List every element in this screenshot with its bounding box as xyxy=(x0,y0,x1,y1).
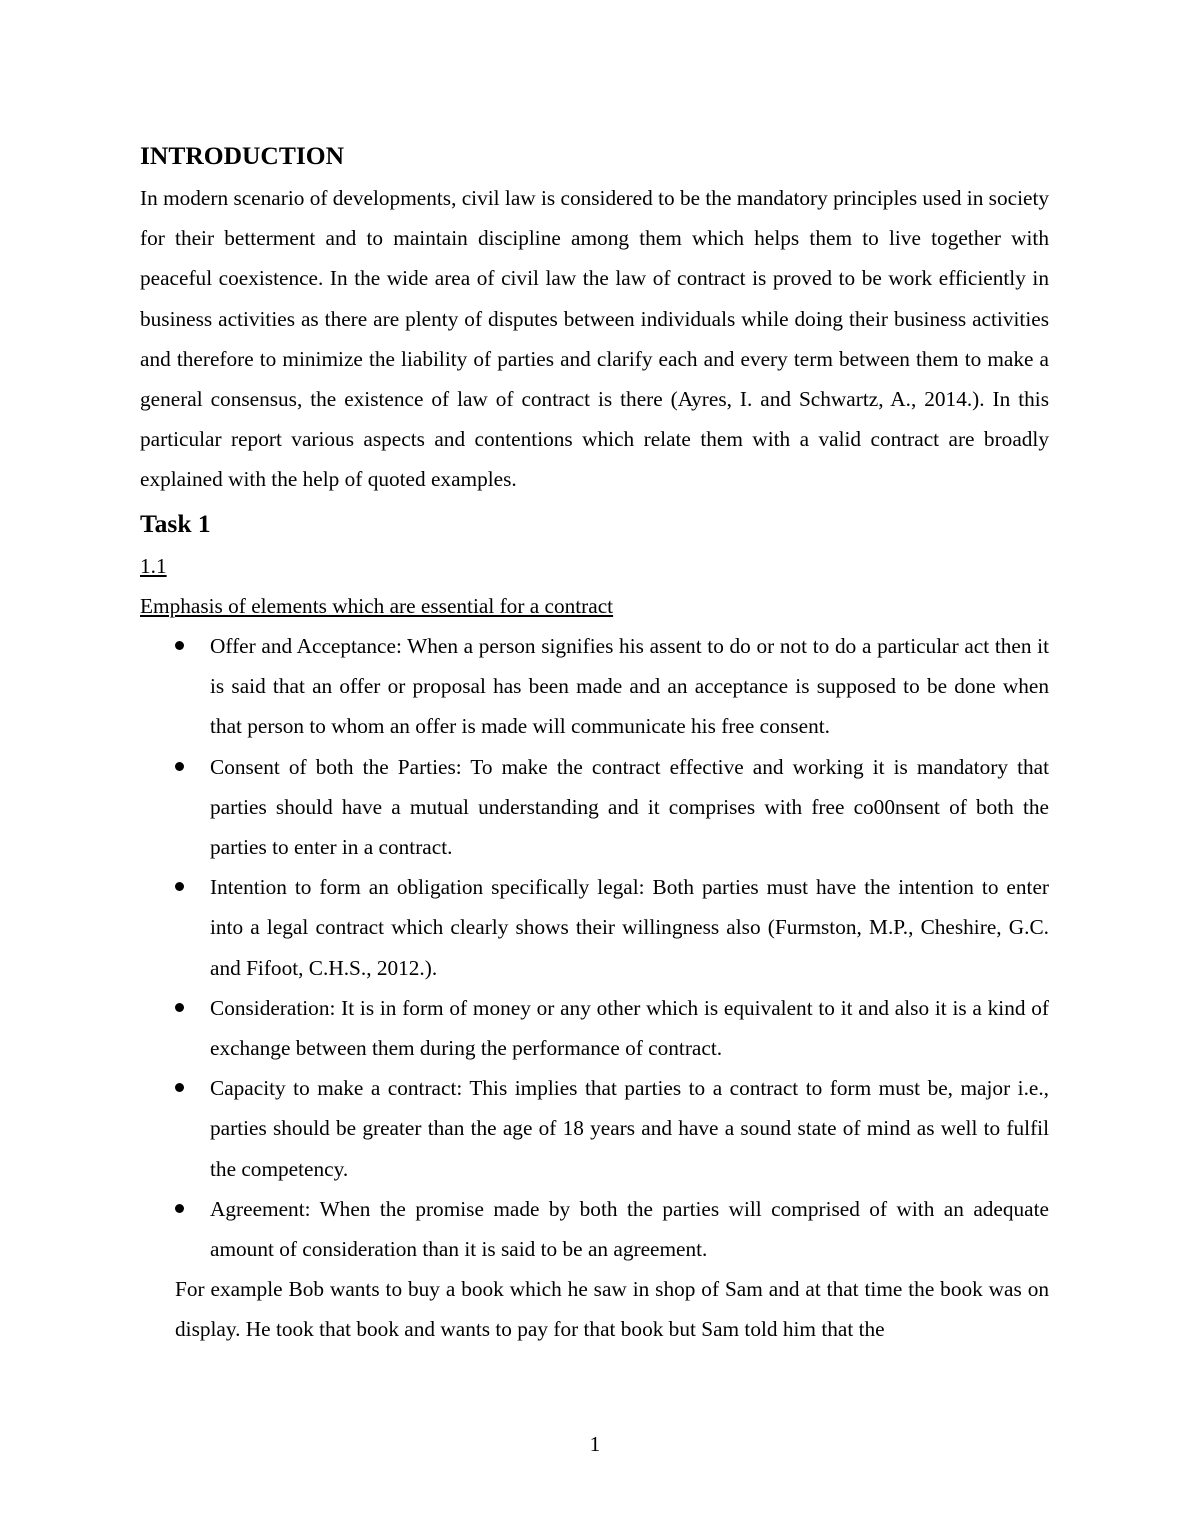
page-number: 1 xyxy=(589,1432,601,1456)
list-item: Capacity to make a contract: This implies that parties to a contract to form must be, major i.e., parties should be greater than the age of 18 years and have a sound state of mind as well to fulfil the competency. xyxy=(140,1068,1049,1189)
bullet-icon xyxy=(175,1083,184,1092)
task-heading: Task 1 xyxy=(140,508,211,538)
list-item: Consent of both the Parties: To make the contract effective and working it is mandatory that parties should have a mutual understanding and it comprises with free co00nsent of both the parties to enter in a contract. xyxy=(140,747,1049,868)
list-item: Consideration: It is in form of money or any other which is equivalent to it and also it is a kind of exchange between them during the performance of contract. xyxy=(140,988,1049,1068)
bullet-icon xyxy=(175,762,184,771)
intro-heading: INTRODUCTION xyxy=(140,141,345,170)
list-item: Intention to form an obligation specifically legal: Both parties must have the intention to enter into a legal contract which clearly shows their willingness also (Furmston, M.P., Cheshire, G.C. and Fifoot, C.H.S., 2012.). xyxy=(140,867,1049,988)
intro-paragraph: In modern scenario of developments, civil law is considered to be the mandatory principles used in society for their betterment and to maintain discipline among them which helps them to live together with peaceful coexistence. In the wide area of civil law the law of contract is proved to be work efficiently in business activities as there are plenty of disputes between individuals while doing their business activities and therefore to minimize the liability of parties and clarify each and every term between them to make a general consensus, the existence of law of contract is there (Ayres, I. and Schwartz, A., 2014.). In this particular report various aspects and contentions which relate them with a valid contract are broadly explained with the help of quoted examples. xyxy=(140,186,1050,492)
list-item: Agreement: When the promise made by both the parties will comprised of with an adequate amount of consideration than it is said to be an agreement. xyxy=(140,1189,1049,1269)
example-paragraph: For example Bob wants to buy a book which he saw in shop of Sam and at that time the book was on display. He took that book and wants to pay for that book but Sam told him that the xyxy=(175,1277,1049,1342)
bullet-icon xyxy=(175,641,184,650)
list-item: Offer and Acceptance: When a person signifies his assent to do or not to do a particular act then it is said that an offer or proposal has been made and an acceptance is supposed to be done when that person to whom an offer is made will communicate his free consent. xyxy=(140,626,1049,747)
document-page xyxy=(140,138,1049,1350)
elements-list xyxy=(140,626,1049,1269)
section-title: Emphasis of elements which are essential for a contract xyxy=(140,593,614,618)
bullet-icon xyxy=(175,882,184,891)
bullet-icon xyxy=(175,1003,184,1012)
section-number: 1.1 xyxy=(140,553,167,578)
bullet-icon xyxy=(175,1204,184,1213)
